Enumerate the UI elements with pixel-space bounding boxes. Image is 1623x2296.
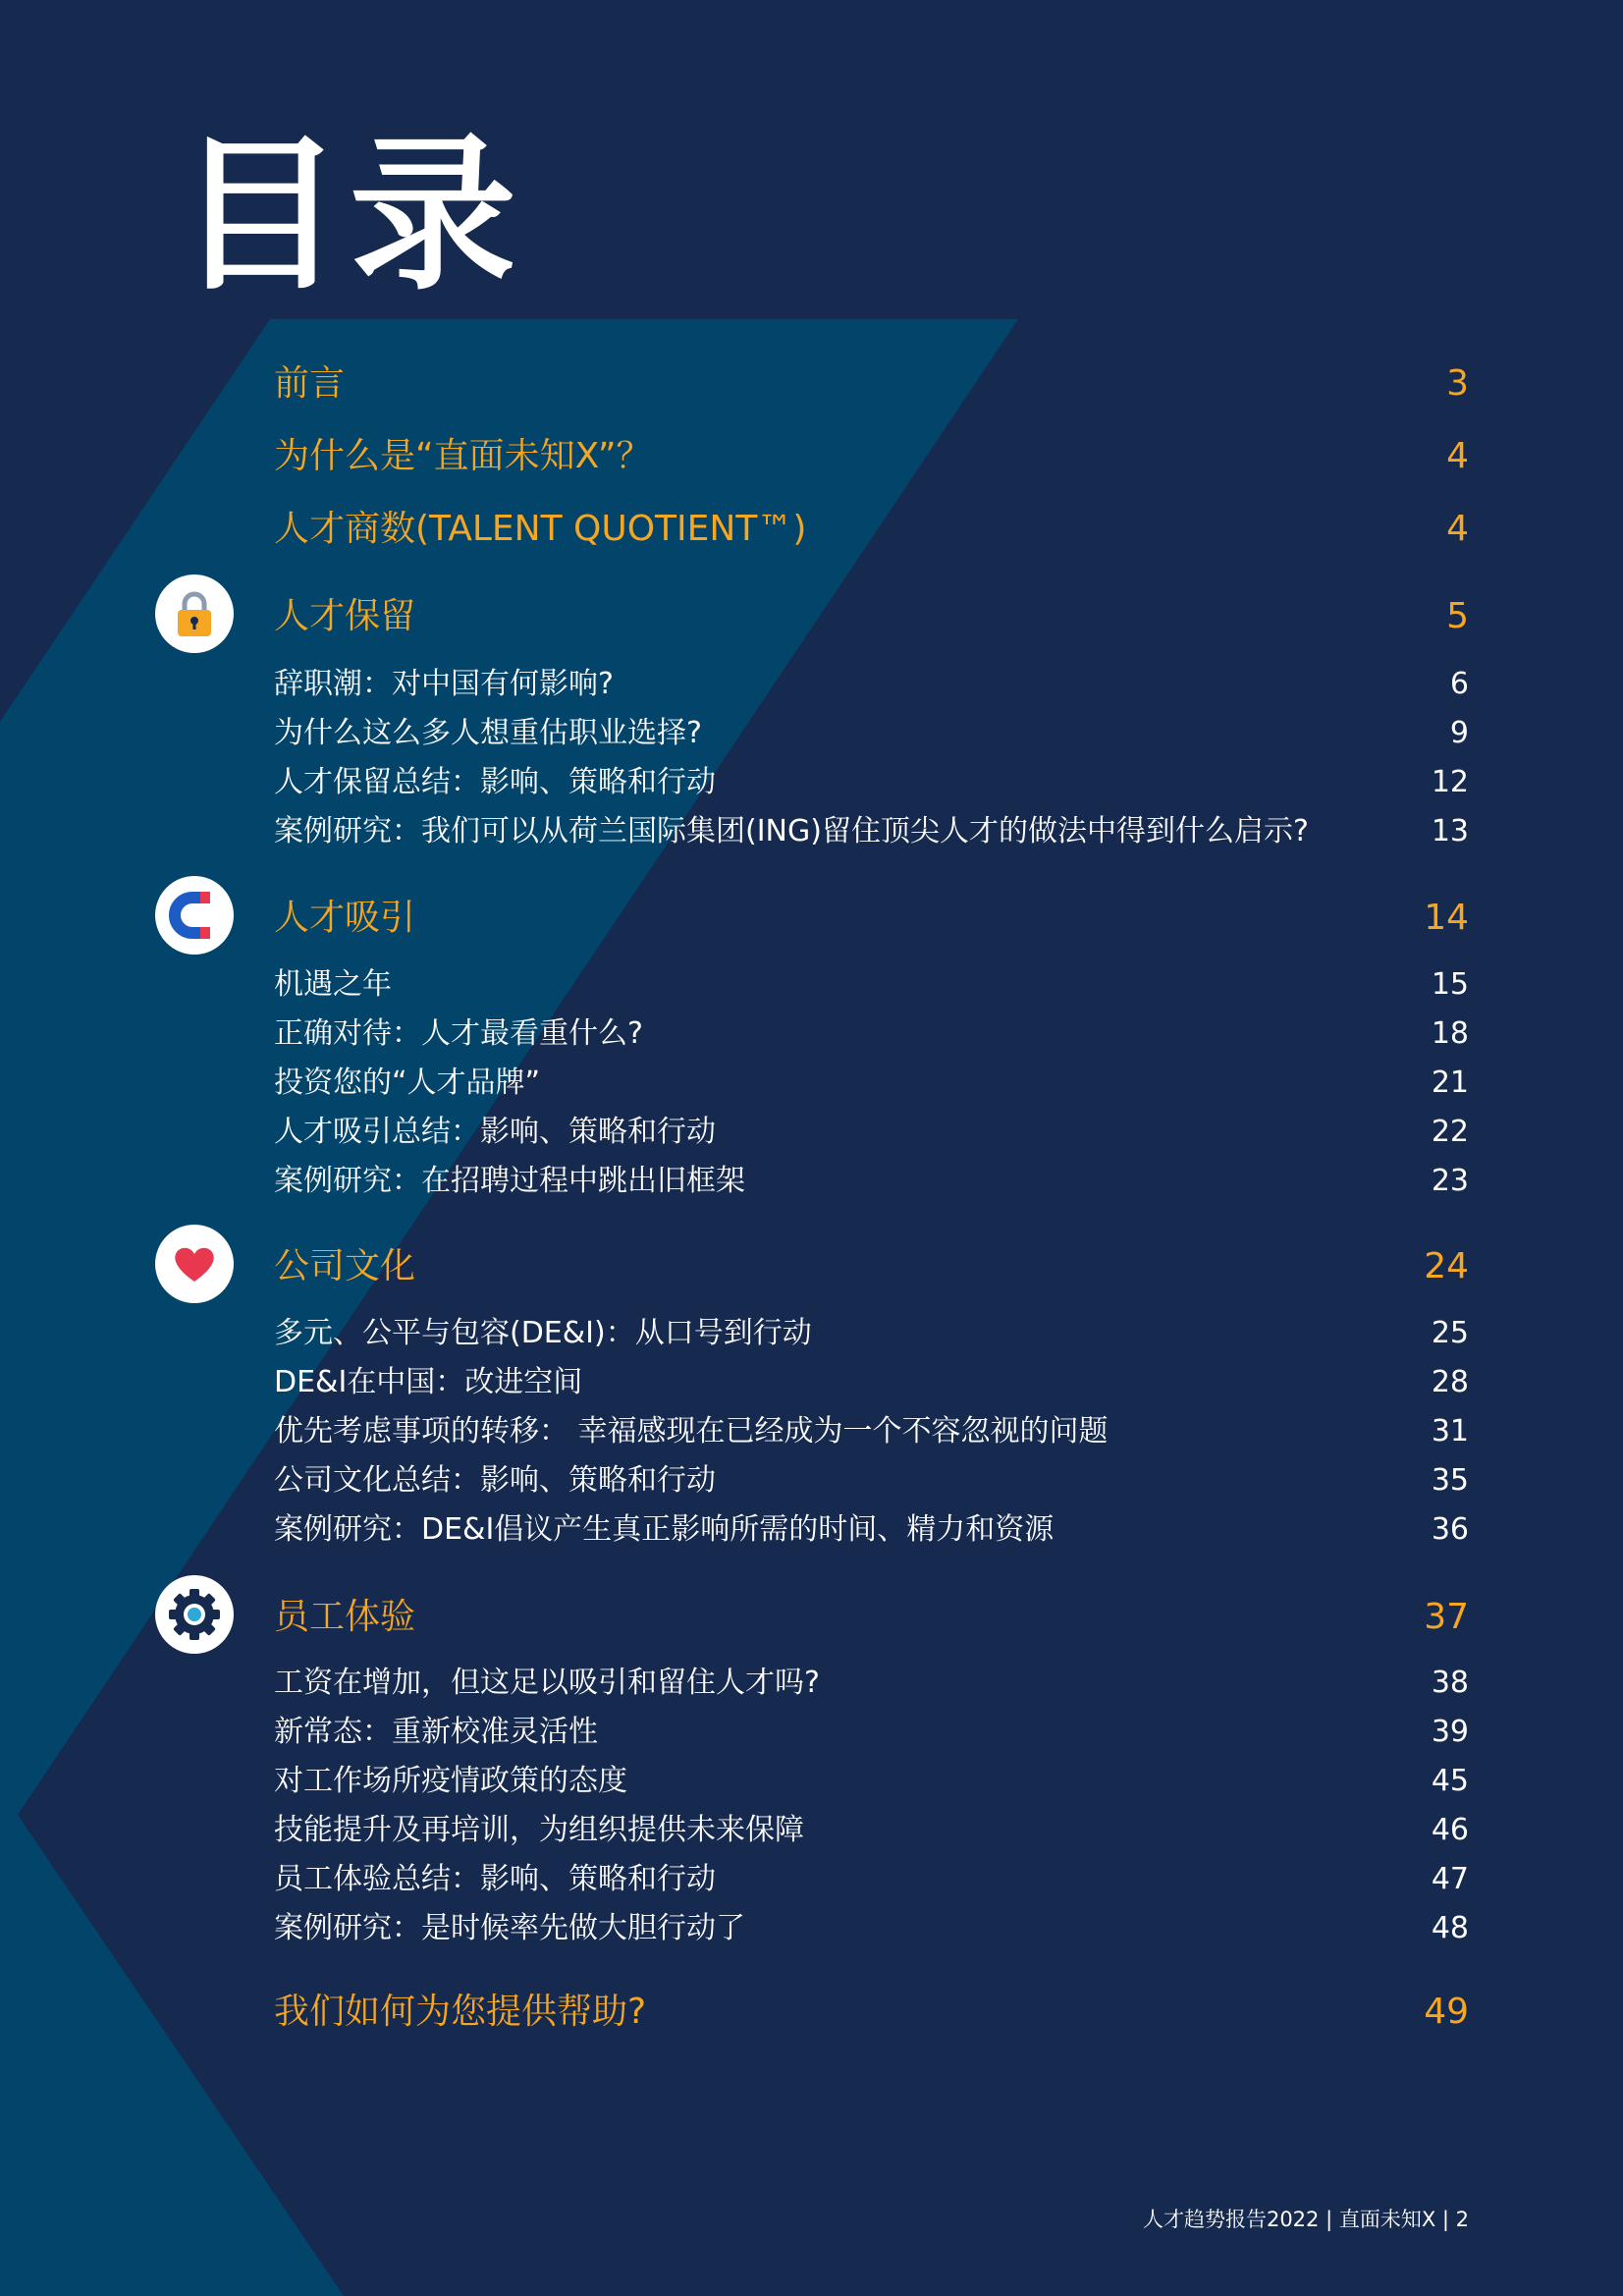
toc-entry-label: 工资在增加，但这足以吸引和留住人才吗? xyxy=(274,1666,820,1700)
toc-entry-page: 48 xyxy=(1431,1911,1469,1945)
toc-entry-page: 4 xyxy=(1446,436,1469,476)
toc-section-employee-experience[interactable] xyxy=(274,1590,1469,1645)
toc-entry-label: 新常态：重新校准灵活性 xyxy=(274,1715,598,1749)
toc-entry-label: 投资您的“人才品牌” xyxy=(274,1066,541,1100)
toc-entry-label: 人才吸引总结：影响、策略和行动 xyxy=(274,1115,716,1149)
toc-entry[interactable] xyxy=(274,706,1469,761)
toc-entry-label: 公司文化 xyxy=(274,1246,416,1286)
toc-entry-page: 31 xyxy=(1431,1414,1469,1449)
toc-entry-label: 人才商数(TALENT QUOTIENT™) xyxy=(274,509,807,549)
toc-entry-page: 13 xyxy=(1431,814,1469,848)
toc-entry[interactable] xyxy=(274,804,1469,859)
toc-entry[interactable] xyxy=(274,1355,1469,1410)
toc-entry[interactable] xyxy=(274,1105,1469,1160)
toc-entry[interactable] xyxy=(274,1007,1469,1062)
toc-entry-page: 46 xyxy=(1431,1813,1469,1847)
toc-entry[interactable] xyxy=(274,1656,1469,1711)
toc-entry-label: 优先考虑事项的转移： 幸福感现在已经成为一个不容忽视的问题 xyxy=(274,1414,1109,1449)
toc-entry-page: 36 xyxy=(1431,1512,1469,1547)
toc-entry-page: 24 xyxy=(1424,1246,1469,1286)
toc-entry[interactable] xyxy=(274,1306,1469,1361)
toc-entry[interactable] xyxy=(274,1803,1469,1858)
toc-entry-page: 49 xyxy=(1424,1992,1469,2032)
page-footer: 人才趋势报告2022 | 直面未知X | 2 xyxy=(1142,2208,1469,2231)
toc-entry-page: 28 xyxy=(1431,1365,1469,1399)
toc-entry-label: 前言 xyxy=(274,363,346,404)
toc-entry-label: 员工体验总结：影响、策略和行动 xyxy=(274,1862,716,1896)
toc-entry-label: 辞职潮：对中国有何影响? xyxy=(274,667,614,701)
toc-entry-page: 39 xyxy=(1431,1715,1469,1749)
toc-entry-label: 机遇之年 xyxy=(274,967,392,1002)
magnet-icon xyxy=(155,876,234,955)
toc-entry-label: 为什么这么多人想重估职业选择? xyxy=(274,716,702,750)
toc-entry[interactable] xyxy=(274,1503,1469,1558)
toc-entry-page: 15 xyxy=(1431,967,1469,1002)
toc-entry-label: 正确对待：人才最看重什么? xyxy=(274,1016,643,1051)
toc-entry-label: 多元、公平与包容(DE&I)：从口号到行动 xyxy=(274,1316,812,1350)
toc-entry-label: 人才保留总结：影响、策略和行动 xyxy=(274,765,716,799)
toc-entry-page: 25 xyxy=(1431,1316,1469,1350)
toc-entry[interactable] xyxy=(274,1056,1469,1111)
toc-entry-page: 5 xyxy=(1446,596,1469,636)
toc-entry-talent-quotient[interactable] xyxy=(274,502,1469,557)
toc-entry-page: 22 xyxy=(1431,1115,1469,1149)
toc-entry-label: 为什么是“直面未知X”？ xyxy=(274,436,652,476)
toc-entry-label: 案例研究：我们可以从荷兰国际集团(ING)留住顶尖人才的做法中得到什么启示? xyxy=(274,814,1309,848)
toc-entry[interactable] xyxy=(274,1154,1469,1209)
toc-entry[interactable] xyxy=(274,1852,1469,1907)
gear-icon xyxy=(155,1575,234,1654)
toc-entry-page: 23 xyxy=(1431,1164,1469,1198)
toc-entry-page: 14 xyxy=(1424,898,1469,938)
toc-entry-label: 人才吸引 xyxy=(274,898,416,938)
toc-entry-why[interactable] xyxy=(274,429,1469,484)
toc-entry-page: 38 xyxy=(1431,1666,1469,1700)
toc-entry[interactable] xyxy=(274,1705,1469,1760)
toc-entry-label: 人才保留 xyxy=(274,596,416,636)
toc-entry[interactable] xyxy=(274,1901,1469,1956)
toc-entry-page: 21 xyxy=(1431,1066,1469,1100)
toc-entry-page: 45 xyxy=(1431,1764,1469,1798)
toc-entry[interactable] xyxy=(274,755,1469,810)
page-title: 目录 xyxy=(177,119,523,313)
toc-entry-preface[interactable] xyxy=(274,356,1469,411)
toc-entry-page: 3 xyxy=(1446,363,1469,404)
padlock-icon xyxy=(155,574,234,653)
toc-entry-label: DE&I在中国：改进空间 xyxy=(274,1365,583,1399)
heart-icon xyxy=(155,1225,234,1303)
toc-entry-label: 技能提升及再培训，为组织提供未来保障 xyxy=(274,1813,804,1847)
toc-entry-page: 35 xyxy=(1431,1463,1469,1498)
toc-entry-page: 6 xyxy=(1449,667,1469,701)
toc-entry-page: 37 xyxy=(1424,1597,1469,1637)
toc-entry-page: 18 xyxy=(1431,1016,1469,1051)
toc-entry-label: 我们如何为您提供帮助? xyxy=(274,1992,647,2032)
toc-entry-page: 12 xyxy=(1431,765,1469,799)
toc-entry-label: 案例研究：在招聘过程中跳出旧框架 xyxy=(274,1164,745,1198)
toc-entry[interactable] xyxy=(274,1754,1469,1809)
toc-entry[interactable] xyxy=(274,957,1469,1012)
toc-entry-how-we-help[interactable] xyxy=(274,1985,1469,2040)
toc-section-attraction[interactable] xyxy=(274,891,1469,946)
toc-entry-label: 案例研究：DE&I倡议产生真正影响所需的时间、精力和资源 xyxy=(274,1512,1055,1547)
toc-entry[interactable] xyxy=(274,1453,1469,1508)
toc-entry-page: 4 xyxy=(1446,509,1469,549)
toc-section-culture[interactable] xyxy=(274,1239,1469,1294)
toc-section-retention[interactable] xyxy=(274,589,1469,644)
toc-entry-page: 47 xyxy=(1431,1862,1469,1896)
toc-entry-label: 公司文化总结：影响、策略和行动 xyxy=(274,1463,716,1498)
toc-entry-label: 对工作场所疫情政策的态度 xyxy=(274,1764,627,1798)
toc-entry-label: 员工体验 xyxy=(274,1597,416,1637)
toc-entry[interactable] xyxy=(274,1404,1469,1459)
toc-entry-page: 9 xyxy=(1449,716,1469,750)
toc-entry[interactable] xyxy=(274,657,1469,712)
toc-entry-label: 案例研究：是时候率先做大胆行动了 xyxy=(274,1911,745,1945)
